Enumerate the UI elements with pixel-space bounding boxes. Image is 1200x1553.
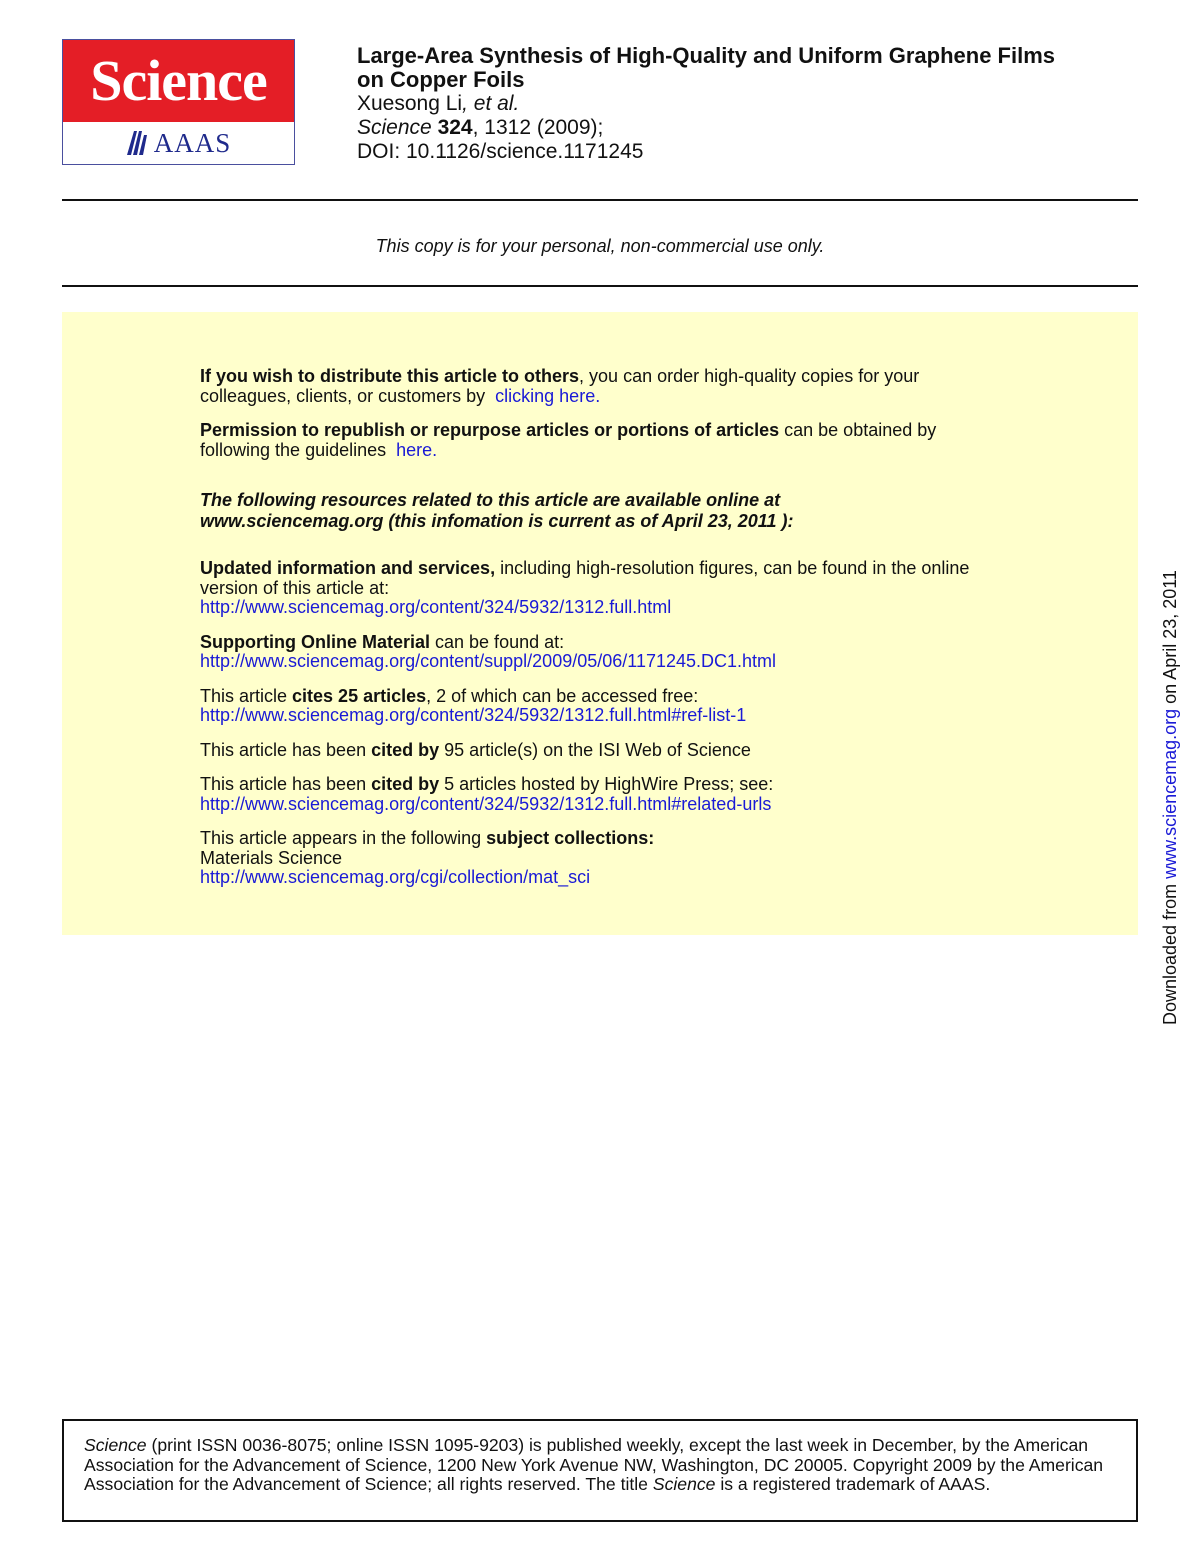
author-name: Xuesong Li bbox=[357, 92, 463, 115]
full-text-link[interactable]: http://www.sciencemag.org/content/324/5932/1312.full.html bbox=[200, 597, 672, 617]
cited-highwire-block bbox=[200, 775, 1080, 814]
article-authors bbox=[357, 92, 1137, 116]
related-urls-link[interactable]: http://www.sciencemag.org/content/324/5932/1312.full.html#related-urls bbox=[200, 793, 772, 814]
subject-name: Materials Science bbox=[200, 847, 343, 868]
updated-text: including high-resolution figures, can be found in the online bbox=[495, 558, 970, 578]
resources-line-1: The following resources related to this article are available online at bbox=[200, 490, 781, 510]
citation-pages-year: , 1312 (2009); bbox=[472, 116, 604, 139]
logo-publisher bbox=[63, 122, 294, 164]
article-citation bbox=[357, 116, 1137, 140]
article-title-line1: Large-Area Synthesis of High-Quality and Uniform Graphene Films bbox=[357, 43, 1056, 68]
cited-isi-text: 95 article(s) on the ISI Web of Science bbox=[439, 739, 751, 760]
footer-text: (print ISSN 0036-8075; online ISSN 1095-9203) is published weekly, except the last week in December, by the American Association for the Advancement of Science, 1200 New York Avenue NW, Washington, DC 20005. Copyright 2009 by the American Association for the Advancement of Science; all rights reserved. The title bbox=[84, 1435, 1104, 1494]
logo-aaas-text: AAAS bbox=[153, 127, 232, 158]
distribute-text-2: colleagues, clients, or customers by bbox=[200, 385, 486, 406]
science-aaas-logo bbox=[62, 39, 295, 165]
cited-hw-bold: cited by bbox=[371, 774, 440, 794]
resources-line-2: www.sciencemag.org (this infomation is current as of April 23, 2011 ): bbox=[200, 511, 794, 531]
permission-text: can be obtained by bbox=[779, 420, 937, 440]
cited-isi-block bbox=[200, 741, 1080, 761]
footer-text-2: is a registered trademark of AAAS. bbox=[715, 1474, 991, 1494]
article-info-box bbox=[62, 312, 1138, 935]
download-note-vertical bbox=[1160, 570, 1181, 1025]
resources-heading bbox=[200, 490, 1080, 532]
cites-block bbox=[200, 687, 1080, 726]
cites-text: , 2 of which can be accessed free: bbox=[426, 685, 699, 706]
cited-isi-bold: cited by bbox=[371, 739, 440, 760]
article-title-line2: on Copper Foils bbox=[357, 67, 525, 92]
aaas-mark-icon bbox=[126, 131, 148, 155]
cited-isi-pre: This article has been bbox=[200, 739, 372, 760]
personal-use-note: This copy is for your personal, non-commercial use only. bbox=[375, 236, 825, 256]
cites-text-pre: This article bbox=[200, 685, 293, 706]
supporting-material-block bbox=[200, 633, 1080, 672]
second-divider bbox=[62, 285, 1138, 287]
distribute-heading: If you wish to distribute this article to others bbox=[200, 366, 580, 386]
distribute-text: , you can order high-quality copies for your bbox=[579, 366, 920, 386]
footer-journal: Science bbox=[84, 1435, 147, 1455]
logo-wordmark: Science bbox=[63, 40, 294, 122]
download-note-date: on April 23, 2011 bbox=[1160, 570, 1180, 709]
article-header bbox=[357, 44, 1137, 164]
som-heading: Supporting Online Material bbox=[200, 631, 431, 652]
order-copies-link[interactable]: clicking here. bbox=[495, 385, 601, 406]
subject-text-pre: This article appears in the following bbox=[200, 828, 487, 848]
permission-text-2: following the guidelines bbox=[200, 439, 387, 460]
subject-collections-block bbox=[200, 829, 1080, 888]
reference-list-link[interactable]: http://www.sciencemag.org/content/324/5932/1312.full.html#ref-list-1 bbox=[200, 705, 747, 725]
supporting-material-link[interactable]: http://www.sciencemag.org/content/suppl/2009/05/06/1171245.DC1.html bbox=[200, 651, 777, 671]
permission-block bbox=[200, 421, 1080, 460]
cited-hw-pre: This article has been bbox=[200, 774, 372, 794]
updated-info-block bbox=[200, 559, 1080, 618]
updated-text-2: version of this article at: bbox=[200, 577, 390, 598]
footer-journal-2: Science bbox=[652, 1474, 716, 1494]
citation-volume: 324 bbox=[437, 116, 473, 139]
top-divider bbox=[62, 199, 1138, 201]
sciencemag-link[interactable]: www.sciencemag.org bbox=[1160, 708, 1180, 879]
citation-journal: Science bbox=[357, 116, 432, 139]
article-doi: DOI: 10.1126/science.1171245 bbox=[357, 140, 644, 163]
subject-collection-link[interactable]: http://www.sciencemag.org/cgi/collection/mat_sci bbox=[200, 867, 591, 887]
permission-guidelines-link[interactable]: here. bbox=[396, 439, 438, 460]
subject-heading: subject collections: bbox=[486, 828, 655, 848]
cited-hw-text: 5 articles hosted by HighWire Press; see: bbox=[439, 774, 774, 794]
updated-heading: Updated information and services, bbox=[200, 558, 496, 578]
cites-count: cites 25 articles bbox=[292, 685, 427, 706]
distribute-block bbox=[200, 367, 1080, 406]
download-note-pre: Downloaded from bbox=[1160, 878, 1180, 1025]
permission-heading: Permission to republish or repurpose articles or portions of articles bbox=[200, 420, 780, 440]
copyright-footer bbox=[62, 1419, 1138, 1522]
author-etal: , et al. bbox=[462, 92, 520, 115]
som-text: can be found at: bbox=[430, 631, 565, 652]
